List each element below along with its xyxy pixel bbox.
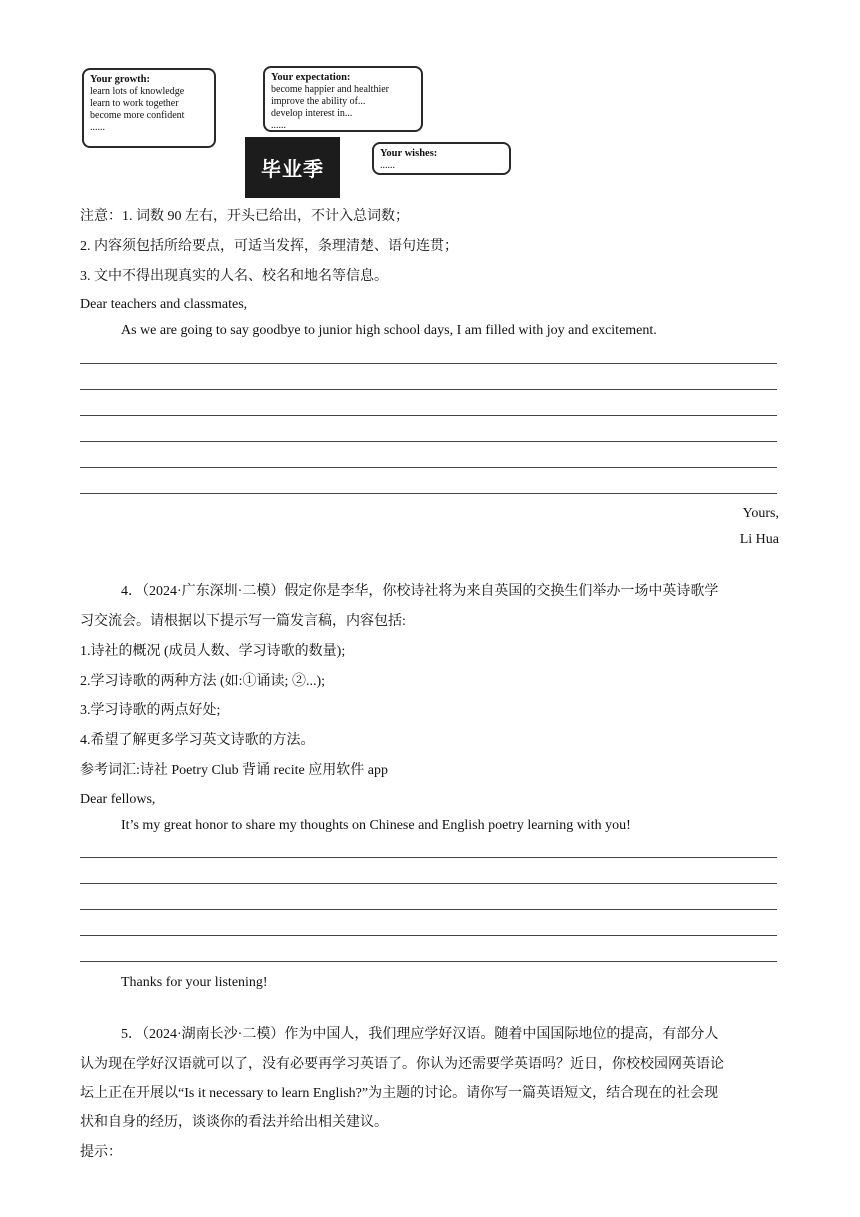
growth-line: learn to work together (90, 98, 179, 109)
task5-line-4: 状和自身的经历，谈谈你的看法并给出相关建议。 (80, 1115, 388, 1130)
task4-point-1: 1.诗社的概况 (成员人数、学习诗歌的数量); (80, 644, 346, 659)
expectation-title: Your expectation: (271, 72, 351, 83)
growth-line: ...... (90, 122, 105, 133)
graduation-figure (80, 64, 515, 200)
task5-line-1: 5．（2024·湖南长沙·二模）作为中国人，我们理应学好汉语。随着中国国际地位的提高，有部分人 (121, 1027, 719, 1042)
writing-line[interactable] (80, 363, 777, 364)
wishes-line: ...... (380, 160, 395, 171)
task3-signature: Li Hua (739, 532, 779, 547)
task4-closing: Thanks for your listening! (121, 975, 268, 990)
task5-line-3: 坛上正在开展以“Is it necessary to learn English?”为主题的讨论。请你写一篇英语短文，结合现在的社会现 (80, 1086, 719, 1101)
writing-line[interactable] (80, 935, 777, 936)
task4-salutation: Dear fellows, (80, 792, 156, 807)
task4-prompt-line-2: 习交流会。请根据以下提示写一篇发言稿，内容包括: (80, 614, 406, 629)
writing-line[interactable] (80, 415, 777, 416)
task4-point-3: 3.学习诗歌的两点好处; (80, 703, 221, 718)
writing-line[interactable] (80, 467, 777, 468)
note-line-2: 2. 内容须包括所给要点，可适当发挥，条理清楚、语句连贯； (80, 239, 458, 254)
expectation-bubble (263, 66, 423, 132)
writing-line[interactable] (80, 389, 777, 390)
expectation-line: ...... (271, 120, 286, 131)
task3-closing: Yours, (742, 506, 779, 521)
task4-point-2: 2.学习诗歌的两种方法 (如:①诵读; ②...); (80, 674, 325, 689)
task3-salutation: Dear teachers and classmates, (80, 297, 248, 312)
expectation-line: develop interest in... (271, 108, 353, 119)
task4-point-4: 4.希望了解更多学习英文诗歌的方法。 (80, 733, 315, 748)
task4-prompt-line-1: 4．（2024·广东深圳·二模）假定你是李华，你校诗社将为来自英国的交换生们举办一场中英诗歌学 (121, 584, 719, 599)
task5-hint: 提示： (80, 1145, 122, 1160)
wishes-title: Your wishes: (380, 148, 438, 159)
writing-line[interactable] (80, 961, 777, 962)
note-line-3: 3. 文中不得出现真实的人名、校名和地名等信息。 (80, 269, 388, 284)
task3-opening: As we are going to say goodbye to junior high school days, I am filled with joy and excitement. (121, 323, 657, 338)
task5-line-2: 认为现在学好汉语就可以了，没有必要再学习英语了。你认为还需要学英语吗？近日，你校校园网英语论 (80, 1057, 724, 1072)
growth-line: become more confident (90, 110, 185, 121)
growth-line: learn lots of knowledge (90, 86, 185, 97)
wishes-bubble (372, 142, 511, 175)
graduation-season-stamp: 毕业季 (245, 137, 340, 198)
growth-bubble (82, 68, 216, 148)
task4-opening: It’s my great honor to share my thoughts on Chinese and English poetry learning with you! (121, 818, 631, 833)
task4-vocab: 参考词汇:诗社 Poetry Club 背诵 recite 应用软件 app (80, 763, 388, 778)
writing-line[interactable] (80, 909, 777, 910)
writing-line[interactable] (80, 857, 777, 858)
expectation-line: improve the ability of... (271, 96, 366, 107)
writing-line[interactable] (80, 883, 777, 884)
expectation-line: become happier and healthier (271, 84, 389, 95)
growth-title: Your growth: (90, 74, 150, 85)
writing-line[interactable] (80, 441, 777, 442)
writing-line[interactable] (80, 493, 777, 494)
note-line-1: 注意：1. 词数 90 左右，开头已给出，不计入总词数； (80, 209, 409, 224)
